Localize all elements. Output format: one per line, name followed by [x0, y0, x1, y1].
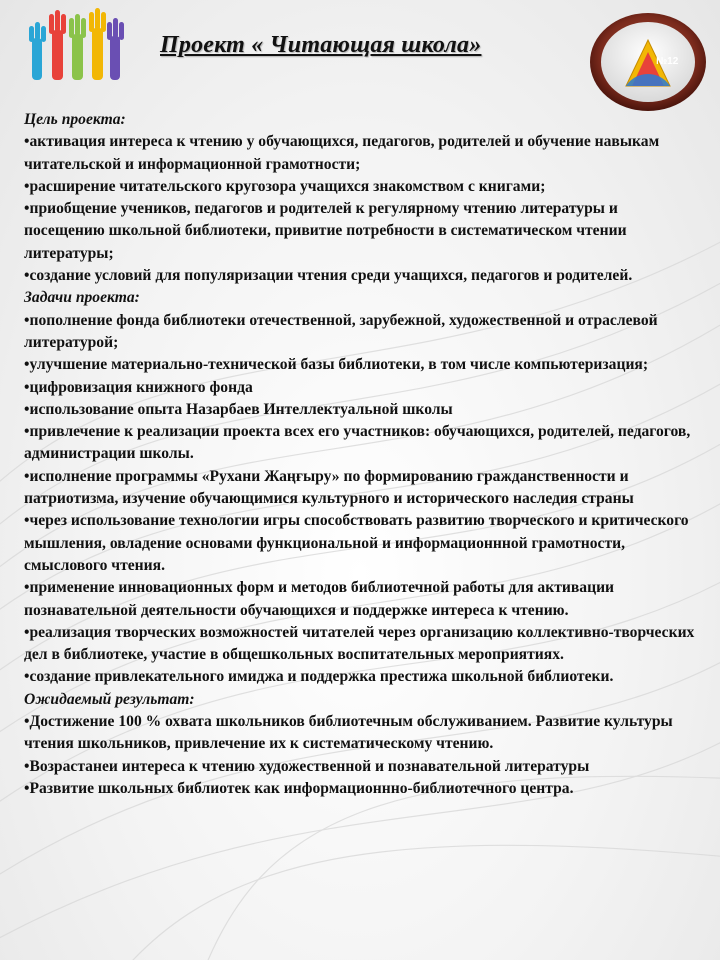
list-item: •реализация творческих возможностей читателей через организацию коллективно-творческих дел в библиотеке, участие в общешкольных воспитательных мероприятиях.: [24, 623, 695, 664]
section-heading: Задачи проекта:: [24, 289, 140, 307]
list-item: •приобщение учеников, педагогов и родителей к регулярному чтению литературы и посещению школьной библиотеки, привитие потребности в систематическом чтении литературы;: [24, 200, 627, 262]
list-item: •Развитие школьных библиотек как информационнно-библиотечного центра.: [24, 779, 574, 797]
raised-hands-logo: [22, 4, 130, 92]
list-item: •создание условий для популяризации чтения среди учащихся, педагогов и родителей.: [24, 267, 633, 285]
list-item: •Возрастанеи интереса к чтению художественной и познавательной литературы: [24, 757, 590, 775]
list-item: •улучшение материально-технической базы библиотеки, в том числе компьютеризация;: [24, 356, 649, 374]
list-item: •расширение читательского кругозора учащихся знакомством с книгами;: [24, 177, 546, 195]
section-tasks: [24, 287, 696, 688]
page-title: Проект « Читающая школа»: [160, 32, 482, 58]
list-item: •цифровизация книжного фонда: [24, 378, 253, 396]
section-heading: Ожидаемый результат:: [24, 690, 195, 708]
section-goals: [24, 109, 696, 287]
list-item: •применение инновационных форм и методов библиотечной работы для активации познавательной деятельности обучающихся и поддержке интереса к чтению.: [24, 579, 615, 619]
project-content: [24, 109, 696, 800]
school-badge-logo: [586, 10, 710, 114]
list-item: •через использование технологии игры способствовать развитию творческого и критического мышления, овладение основами функциональной и информационнной грамотности, смыслового чтения.: [24, 512, 689, 574]
list-item: •исполнение программы «Рухани Жаңғыру» по формированию гражданственности и патриотизма, изучение обучающимися культурного и исторического наследия страны: [24, 467, 634, 508]
list-item: •создание привлекательного имиджа и поддержка престижа школьной библиотеки.: [24, 668, 614, 686]
list-item: •привлечение к реализации проекта всех его участников: обучающихся, родителей, педагогов, администрации школы.: [24, 423, 691, 463]
list-item: •активация интереса к чтению у обучающихся, педагогов, родителей и обучение навыкам читательской и информационной грамотности;: [24, 133, 660, 173]
list-item: •пополнение фонда библиотеки отечественной, зарубежной, художественной и отраслевой литературой;: [24, 311, 658, 351]
badge-label: №12: [656, 56, 679, 67]
section-expected-results: [24, 689, 696, 800]
section-heading: Цель проекта:: [24, 111, 126, 128]
list-item: •Достижение 100 % охвата школьников библиотечным обслуживанием. Развитие культуры чтения школьников, привлечение их к систематическому чтению.: [24, 713, 673, 753]
list-item: •использование опыта Назарбаев Интеллектуальной школы: [24, 400, 453, 418]
